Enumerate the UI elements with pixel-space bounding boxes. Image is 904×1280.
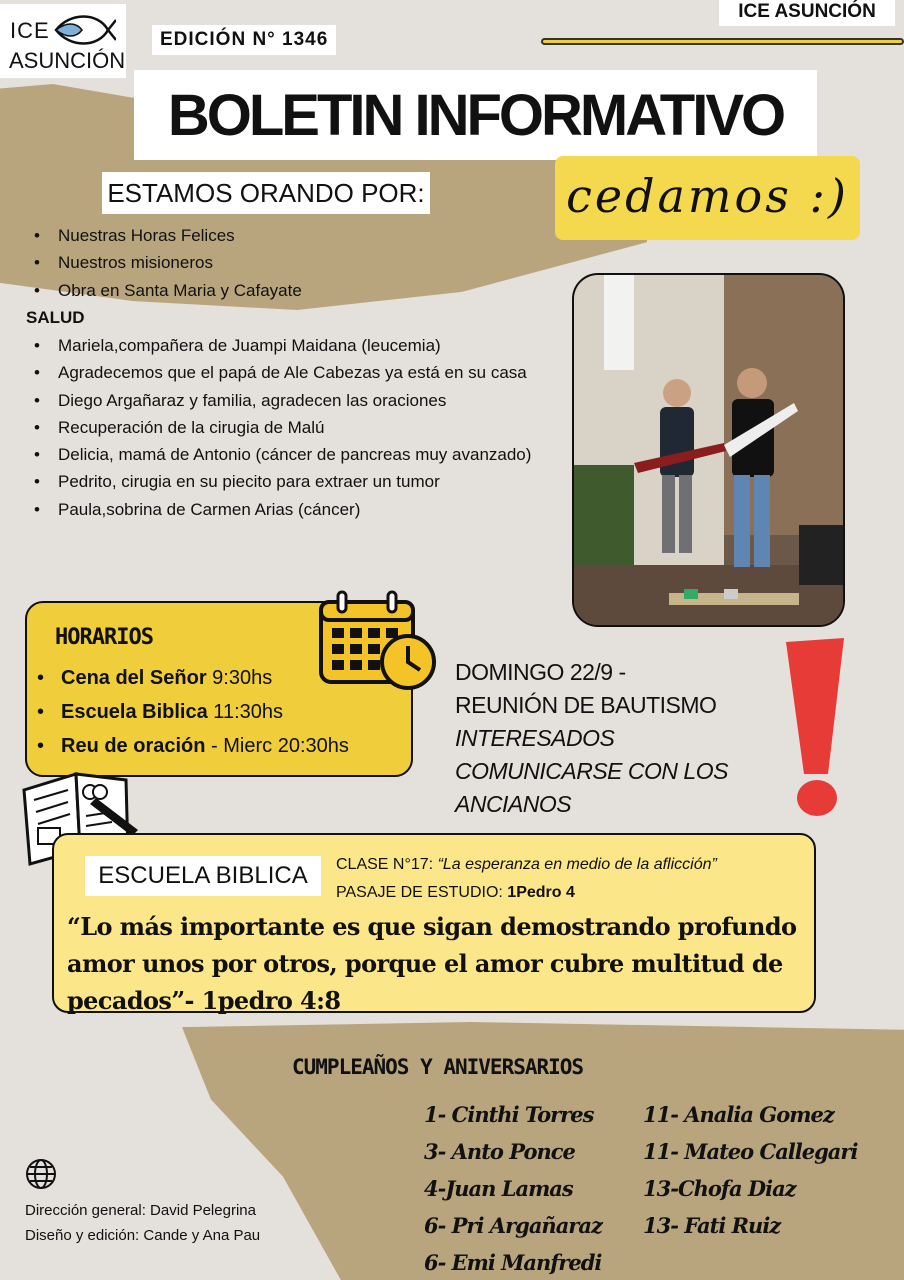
announcement-line: REUNIÓN DE BAUTISMO (455, 692, 717, 718)
class-title: “La esperanza en medio de la aflicción” (437, 856, 717, 873)
list-item (61, 661, 349, 695)
church-logo (0, 4, 126, 78)
schedule-list (27, 661, 349, 763)
list-item: 1- Cinthi Torres (424, 1102, 594, 1127)
baptism-announcement (455, 656, 775, 821)
list-item: • Paula,sobrina de Carmen Arias (cáncer) (58, 496, 618, 523)
list-item (61, 729, 349, 763)
schedule-time: 11:30hs (207, 701, 283, 723)
birthdays-column-2 (643, 1096, 857, 1244)
list-item (61, 695, 349, 729)
birthdays-title: CUMPLEAÑOS Y ANIVERSARIOS (292, 1055, 584, 1079)
health-list (0, 332, 618, 523)
credit-line: Dirección general: David Pelegrina (25, 1202, 256, 1219)
bible-quote: “Lo más importante es que sigan demostrando profundo amor unos por otros, porque el amor cubre multitud de pecados”- 1pedro 4:8 (67, 912, 797, 1015)
worship-band-photo (572, 273, 845, 627)
passage-reference: 1Pedro 4 (507, 884, 575, 901)
list-item: 6- Pri Argañaraz (424, 1213, 602, 1238)
list-item: • Obra en Santa Maria y Cafayate (58, 277, 618, 304)
list-item: • Agradecemos que el papá de Ale Cabezas ya está en su casa (58, 359, 618, 386)
announcement-line: COMUNICARSE CON LOS (455, 758, 728, 784)
edition-label: EDICIÓN N° 1346 (152, 25, 336, 55)
passage-line (336, 879, 717, 907)
schedule-time: - Mierc 20:30hs (205, 735, 349, 757)
globe-icon (25, 1158, 57, 1190)
list-item: 13- Fati Ruiz (643, 1213, 781, 1238)
list-item: 4-Juan Lamas (424, 1176, 573, 1201)
credit-line: Diseño y edición: Cande y Ana Pau (25, 1227, 261, 1244)
announcement-line: ANCIANOS (455, 791, 572, 817)
calendar-clock-icon (318, 590, 440, 694)
class-info (336, 851, 717, 907)
prayer-heading: ESTAMOS ORANDO POR: (102, 172, 430, 214)
prayer-list (0, 222, 618, 304)
exclamation-icon (780, 638, 850, 822)
fish-icon (52, 14, 116, 46)
list-item: • Recuperación de la cirugia de Malú (58, 414, 618, 441)
birthdays-column-1 (424, 1096, 602, 1280)
list-item: 6- Emi Manfredi (424, 1250, 602, 1275)
logo-text-line2: ASUNCIÓN (9, 48, 126, 73)
schedule-title: HORARIOS (55, 625, 153, 650)
passage-label: PASAJE DE ESTUDIO: (336, 884, 508, 901)
schedule-event: Reu de oración (61, 735, 206, 757)
brand-label: ICE ASUNCIÓN (719, 0, 895, 26)
list-item: 13-Chofa Diaz (643, 1176, 796, 1201)
logo-text-line1: ICE (10, 18, 50, 43)
list-item: 3- Anto Ponce (424, 1139, 575, 1164)
class-label: CLASE N°17: (336, 856, 438, 873)
photo-illustration (574, 275, 845, 627)
announcement-line: INTERESADOS (455, 725, 615, 751)
list-item: • Delicia, mamá de Antonio (cáncer de pancreas muy avanzado) (58, 441, 618, 468)
health-heading: SALUD (26, 308, 85, 327)
list-item: • Nuestras Horas Felices (58, 222, 618, 249)
list-item: 11- Mateo Callegari (643, 1139, 858, 1164)
list-item: • Mariela,compañera de Juampi Maidana (leucemia) (58, 332, 618, 359)
schedule-event: Escuela Biblica (61, 701, 208, 723)
bible-school-tag: ESCUELA BIBLICA (85, 856, 321, 896)
list-item: 11- Analia Gomez (643, 1102, 834, 1127)
announcement-line: DOMINGO 22/9 - (455, 659, 626, 685)
class-line (336, 851, 717, 879)
list-item: • Nuestros misioneros (58, 249, 618, 276)
list-item: • Diego Argañaraz y familia, agradecen las oraciones (58, 387, 618, 414)
slogan-badge: cedamos :) (555, 156, 860, 240)
brand-underline (541, 38, 904, 45)
list-item: • Pedrito, cirugia en su piecito para extraer un tumor (58, 468, 618, 495)
credits (25, 1198, 260, 1248)
page-title: BOLETIN INFORMATIVO (134, 70, 817, 160)
schedule-time: 9:30hs (206, 667, 273, 689)
schedule-event: Cena del Señor (61, 667, 207, 689)
